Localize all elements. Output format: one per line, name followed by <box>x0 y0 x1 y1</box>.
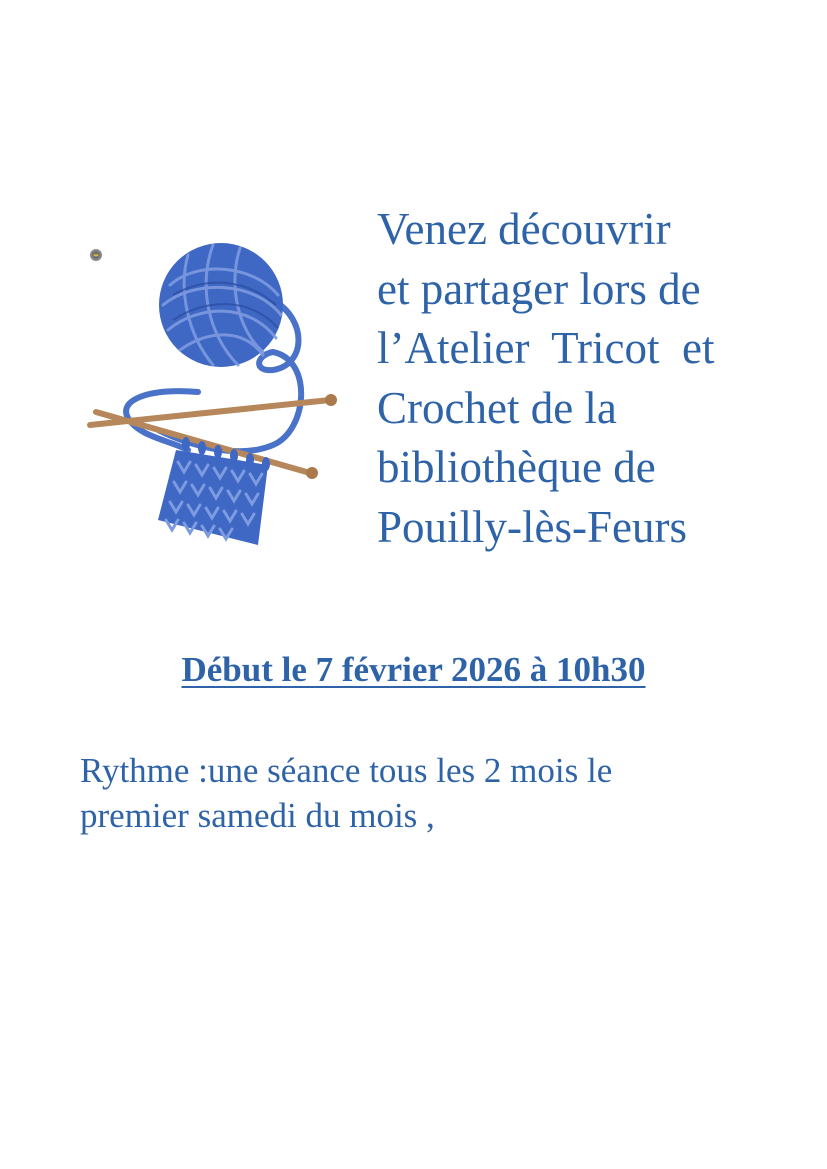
rhythm-line: premier samedi du mois , <box>80 796 435 835</box>
intro-line: Crochet de la <box>377 382 617 433</box>
intro-line: bibliothèque de <box>377 442 656 492</box>
rhythm-line: Rythme :une séance tous les 2 mois le <box>80 751 613 790</box>
start-date-heading: Début le 7 février 2026 à 10h30 <box>181 650 646 689</box>
intro-line: et partager lors de <box>377 263 701 314</box>
intro-line: l’Atelier Tricot et <box>377 323 715 373</box>
rhythm-text <box>80 748 800 838</box>
intro-line: Pouilly-lès-Feurs <box>377 501 687 552</box>
intro-text <box>377 200 817 557</box>
intro-line: Venez découvrir <box>377 204 671 254</box>
yarn-ball-knitting-needles-icon <box>78 240 348 550</box>
